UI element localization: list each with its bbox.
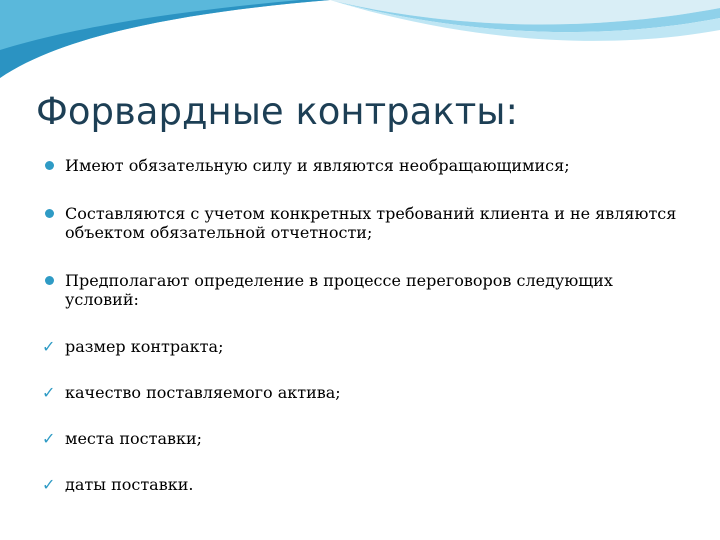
checklist-item	[42, 429, 685, 448]
bullet-text: Имеют обязательную силу и являются необращающимися;	[65, 156, 570, 175]
bullet-item	[65, 156, 685, 175]
circle-bullet-icon	[45, 276, 54, 285]
checklist-item	[42, 383, 685, 402]
bullet-text: Предполагают определение в процессе переговоров следующих условий:	[65, 271, 613, 309]
checkmark-icon: ✓	[42, 475, 56, 494]
checklist-text: качество поставляемого актива;	[65, 383, 341, 402]
checkmark-icon: ✓	[42, 429, 56, 448]
checkmark-icon: ✓	[42, 337, 56, 356]
header-wave-decoration	[0, 0, 720, 90]
checkmark-icon: ✓	[42, 383, 56, 402]
slide-title: Форвардные контракты:	[36, 90, 518, 133]
checklist-text: размер контракта;	[65, 337, 224, 356]
checklist-item	[42, 337, 685, 356]
circle-bullet-icon	[45, 209, 54, 218]
circle-bullet-icon	[45, 161, 54, 170]
checklist-text: места поставки;	[65, 429, 203, 448]
bullet-text: Составляются с учетом конкретных требований клиента и не являются объектом обязательной отчетности;	[65, 204, 677, 242]
bullet-item	[65, 271, 685, 309]
checklist-item	[42, 475, 685, 494]
checklist-text: даты поставки.	[65, 475, 194, 494]
bullet-item	[65, 204, 685, 242]
